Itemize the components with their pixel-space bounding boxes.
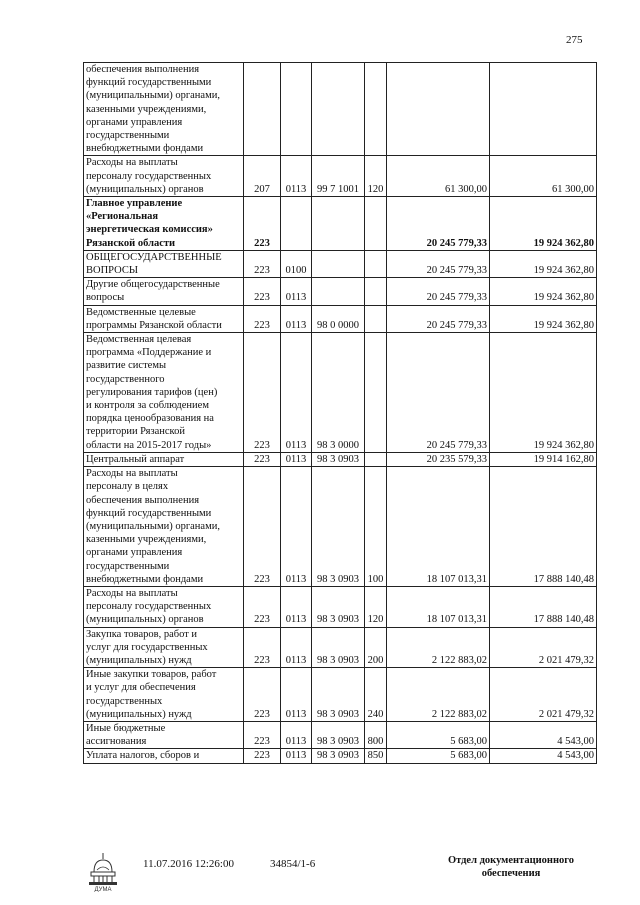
row-sum-2016-exec-cell: 19 924 362,80 — [490, 197, 597, 251]
row-name-cell: Ведомственные целевые программы Рязанской области — [84, 305, 244, 332]
row-csr-cell: 98 3 0903 — [312, 721, 365, 748]
row-ved-cell: 223 — [244, 467, 281, 587]
row-razdel-cell: 0113 — [281, 586, 312, 627]
row-sum-2016-cell: 20 245 779,33 — [387, 197, 490, 251]
row-razdel-cell: 0113 — [281, 333, 312, 453]
row-vr-cell: 240 — [365, 668, 387, 722]
row-name-cell: ОБЩЕГОСУДАРСТВЕННЫЕ ВОПРОСЫ — [84, 250, 244, 277]
footer-dept-line1: Отдел документационного — [447, 855, 575, 866]
row-sum-2016-exec-cell — [490, 63, 597, 156]
row-csr-cell: 98 3 0903 — [312, 627, 365, 668]
row-sum-2016-cell — [387, 63, 490, 156]
row-razdel-cell: 0113 — [281, 278, 312, 305]
table-row — [84, 333, 597, 453]
row-name-cell: Главное управление «Региональная энергетическая комиссия» Рязанской области — [84, 197, 244, 251]
row-sum-2016-cell: 2 122 883,02 — [387, 668, 490, 722]
row-sum-2016-exec-cell: 17 888 140,48 — [490, 586, 597, 627]
duma-emblem-icon — [86, 852, 120, 892]
row-sum-2016-exec-cell: 19 914 162,80 — [490, 452, 597, 466]
row-sum-2016-cell: 20 245 779,33 — [387, 278, 490, 305]
row-ved-cell: 223 — [244, 627, 281, 668]
table-row — [84, 586, 597, 627]
row-sum-2016-cell: 2 122 883,02 — [387, 627, 490, 668]
row-ved-cell: 223 — [244, 721, 281, 748]
row-csr-cell: 98 3 0903 — [312, 586, 365, 627]
row-sum-2016-exec-cell: 4 543,00 — [490, 721, 597, 748]
table-row — [84, 278, 597, 305]
table-row — [84, 668, 597, 722]
table-row — [84, 452, 597, 466]
row-vr-cell: 120 — [365, 586, 387, 627]
page-footer — [0, 850, 640, 905]
row-razdel-cell: 0113 — [281, 305, 312, 332]
budget-table — [83, 62, 597, 764]
row-csr-cell: 99 7 1001 — [312, 156, 365, 197]
row-csr-cell: 98 0 0000 — [312, 305, 365, 332]
row-vr-cell — [365, 197, 387, 251]
row-sum-2016-cell: 18 107 013,31 — [387, 467, 490, 587]
row-vr-cell — [365, 278, 387, 305]
row-csr-cell: 98 3 0903 — [312, 467, 365, 587]
row-razdel-cell: 0113 — [281, 668, 312, 722]
row-ved-cell: 223 — [244, 668, 281, 722]
row-ved-cell: 223 — [244, 333, 281, 453]
row-sum-2016-exec-cell: 17 888 140,48 — [490, 467, 597, 587]
row-vr-cell — [365, 452, 387, 466]
row-sum-2016-cell: 20 245 779,33 — [387, 250, 490, 277]
row-sum-2016-exec-cell: 61 300,00 — [490, 156, 597, 197]
row-sum-2016-cell: 61 300,00 — [387, 156, 490, 197]
row-name-cell: Расходы на выплаты персоналу государственных (муниципальных) органов — [84, 586, 244, 627]
row-ved-cell: 223 — [244, 749, 281, 763]
row-name-cell: Ведомственная целевая программа «Поддержание и развитие системы государственного регулирования тарифов (цен) и контроля за соблюдением порядка ценообразования на территории Рязанской области на 2015-2017 годы» — [84, 333, 244, 453]
row-vr-cell — [365, 63, 387, 156]
row-name-cell: Расходы на выплаты персоналу государственных (муниципальных) органов — [84, 156, 244, 197]
table-row — [84, 63, 597, 156]
row-sum-2016-cell: 5 683,00 — [387, 749, 490, 763]
row-sum-2016-exec-cell: 19 924 362,80 — [490, 333, 597, 453]
row-csr-cell — [312, 250, 365, 277]
row-razdel-cell: 0113 — [281, 721, 312, 748]
row-ved-cell — [244, 63, 281, 156]
table-row — [84, 627, 597, 668]
row-sum-2016-cell: 20 245 779,33 — [387, 333, 490, 453]
table-row — [84, 305, 597, 332]
row-name-cell: Другие общегосударственные вопросы — [84, 278, 244, 305]
row-name-cell: Иные закупки товаров, работ и услуг для обеспечения государственных (муниципальных) нужд — [84, 668, 244, 722]
table-row — [84, 250, 597, 277]
row-ved-cell: 223 — [244, 197, 281, 251]
row-ved-cell: 223 — [244, 250, 281, 277]
row-csr-cell — [312, 197, 365, 251]
logo-text: ДУМА — [94, 887, 112, 892]
row-name-cell: Центральный аппарат — [84, 452, 244, 466]
row-sum-2016-cell: 20 235 579,33 — [387, 452, 490, 466]
row-sum-2016-exec-cell: 19 924 362,80 — [490, 305, 597, 332]
row-csr-cell — [312, 63, 365, 156]
row-vr-cell: 100 — [365, 467, 387, 587]
row-ved-cell: 223 — [244, 586, 281, 627]
row-sum-2016-cell: 5 683,00 — [387, 721, 490, 748]
row-razdel-cell: 0100 — [281, 250, 312, 277]
row-ved-cell: 223 — [244, 452, 281, 466]
row-sum-2016-cell: 20 245 779,33 — [387, 305, 490, 332]
row-razdel-cell — [281, 197, 312, 251]
footer-doc-number: 34854/1-6 — [270, 858, 316, 870]
row-csr-cell — [312, 278, 365, 305]
row-ved-cell: 207 — [244, 156, 281, 197]
row-razdel-cell: 0113 — [281, 467, 312, 587]
row-name-cell: Уплата налогов, сборов и — [84, 749, 244, 763]
row-vr-cell — [365, 333, 387, 453]
row-vr-cell: 800 — [365, 721, 387, 748]
table-row — [84, 749, 597, 763]
row-vr-cell: 120 — [365, 156, 387, 197]
row-sum-2016-cell: 18 107 013,31 — [387, 586, 490, 627]
row-razdel-cell — [281, 63, 312, 156]
row-vr-cell — [365, 305, 387, 332]
row-sum-2016-exec-cell: 2 021 479,32 — [490, 668, 597, 722]
row-vr-cell: 200 — [365, 627, 387, 668]
row-csr-cell: 98 3 0903 — [312, 749, 365, 763]
row-name-cell: Расходы на выплаты персоналу в целях обеспечения выполнения функций государственными (муниципальными) органами, казенными учреждениями, органами управления государственными внебюджетными фондами — [84, 467, 244, 587]
page-number: 275 — [566, 34, 583, 46]
row-csr-cell: 98 3 0903 — [312, 452, 365, 466]
row-ved-cell: 223 — [244, 278, 281, 305]
table-row — [84, 197, 597, 251]
row-sum-2016-exec-cell: 2 021 479,32 — [490, 627, 597, 668]
row-vr-cell: 850 — [365, 749, 387, 763]
row-vr-cell — [365, 250, 387, 277]
row-csr-cell: 98 3 0000 — [312, 333, 365, 453]
row-ved-cell: 223 — [244, 305, 281, 332]
table-row — [84, 156, 597, 197]
row-name-cell: обеспечения выполнения функций государственными (муниципальными) органами, казенными учреждениями, органами управления государственными внебюджетными фондами — [84, 63, 244, 156]
row-name-cell: Иные бюджетные ассигнования — [84, 721, 244, 748]
row-razdel-cell: 0113 — [281, 452, 312, 466]
footer-department — [436, 854, 586, 880]
row-csr-cell: 98 3 0903 — [312, 668, 365, 722]
row-razdel-cell: 0113 — [281, 156, 312, 197]
footer-dept-line2: обеспечения — [481, 868, 541, 879]
footer-datetime: 11.07.2016 12:26:00 — [143, 858, 234, 870]
row-name-cell: Закупка товаров, работ и услуг для государственных (муниципальных) нужд — [84, 627, 244, 668]
table-row — [84, 467, 597, 587]
row-sum-2016-exec-cell: 19 924 362,80 — [490, 250, 597, 277]
table-row — [84, 721, 597, 748]
row-razdel-cell: 0113 — [281, 749, 312, 763]
row-sum-2016-exec-cell: 19 924 362,80 — [490, 278, 597, 305]
row-razdel-cell: 0113 — [281, 627, 312, 668]
row-sum-2016-exec-cell: 4 543,00 — [490, 749, 597, 763]
